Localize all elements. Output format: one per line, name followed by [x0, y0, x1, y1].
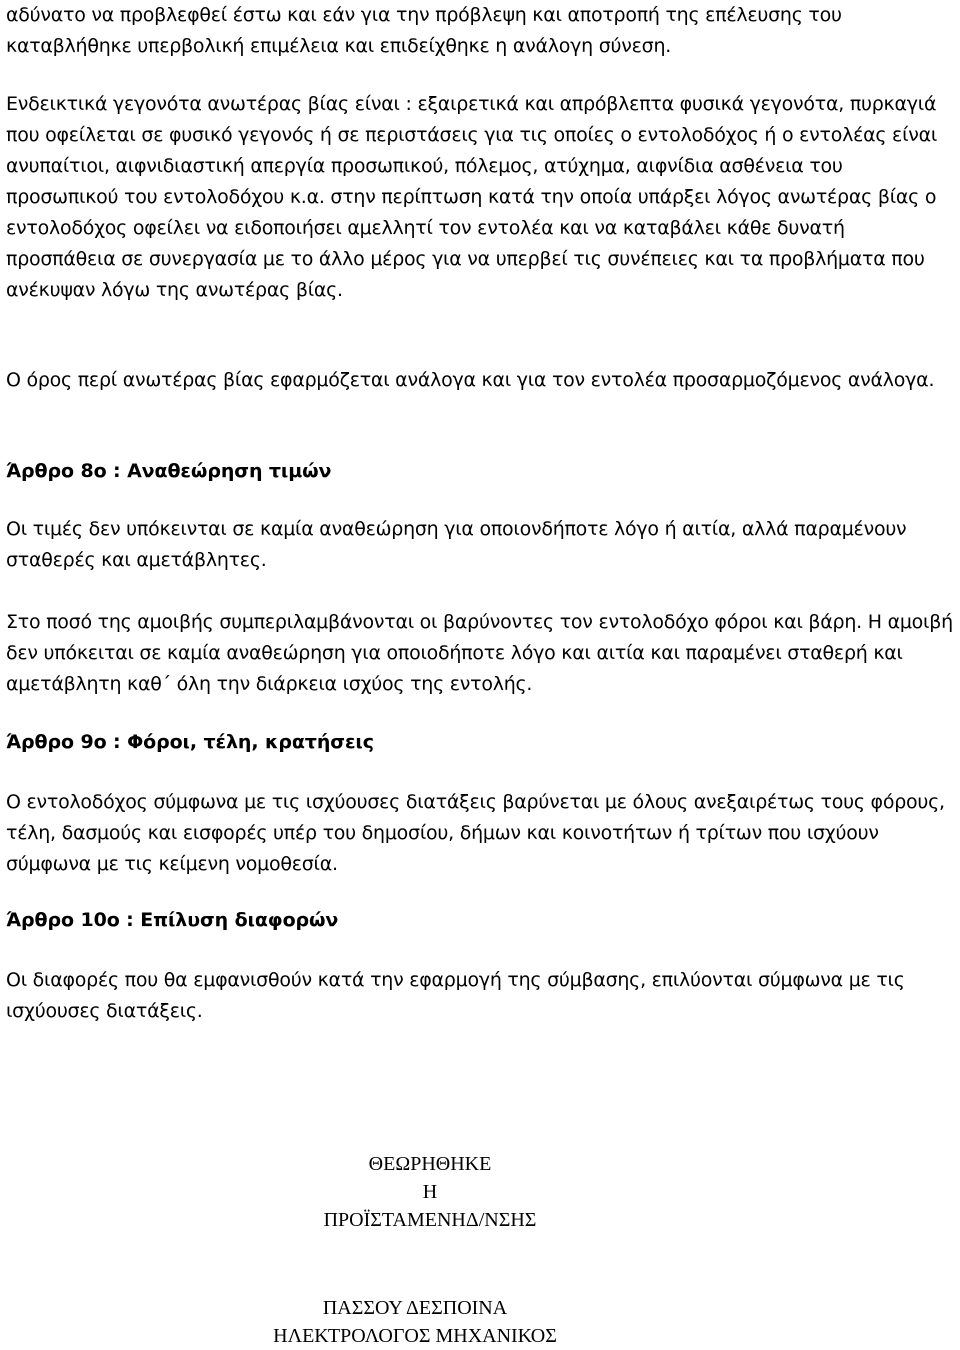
signatory-title: ΗΛΕΚΤΡΟΛΟΓΟΣ ΜΗΧΑΝΙΚΟΣ: [273, 1325, 557, 1347]
paragraph-fee-taxes: Στο ποσό της αμοιβής συμπεριλαμβάνονται οι βαρύνοντες τον εντολοδόχο φόροι και βάρη. Η αμοιβή δεν υπόκειται σε καμία αναθεώρηση για οποιοδήποτε λόγο και αιτία και παραμένει σταθερή και αμετάβλητη καθ΄ όλη την διάρκεια ισχύος της εντολής.: [6, 611, 953, 695]
paragraph-force-majeure-examples: Ενδεικτικά γεγονότα ανωτέρας βίας είναι : εξαιρετικά και απρόβλεπτα φυσικά γεγονότα, πυρκαγιά που οφείλεται σε φυσικό γεγονός ή σε περιστάσεις για τις οποίες ο εντολοδόχος ή ο εντολέας είναι ανυπαίτιοι, αιφνιδιαστική απεργία προσωπικού, πόλεμος, ατύχημα, αιφνίδια ασθένεια του προσωπικού του εντολοδόχου κ.α. στην περίπτωση κατά την οποία υπάρξει λόγος ανωτέρας βίας ο εντολοδόχος οφείλει να ειδοποιήσει αμελλητί τον εντολέα και να καταβάλει κάθε δυνατή προσπάθεια σε συνεργασία με το άλλο μέρος για να υπερβεί τις συνέπειες και τα προβλήματα που ανέκυψαν λόγω της ανωτέρας βίας.: [6, 93, 938, 301]
paragraph-taxes-duties: Ο εντολοδόχος σύμφωνα με τις ισχύουσες διατάξεις βαρύνεται με όλους ανεξαιρέτως τους φόρους, τέλη, δασμούς και εισφορές υπέρ του δημοσίου, δήμων και κοινοτήτων ή τρίτων που ισχύουν σύμφωνα με τις κείμενη νομοθεσία.: [6, 791, 945, 875]
heading-article-10: Άρθρο 10ο : Επίλυση διαφορών: [6, 909, 339, 931]
paragraph-force-majeure-client: Ο όρος περί ανωτέρας βίας εφαρμόζεται ανάλογα και για τον εντολέα προσαρμοζόμενος ανάλογα.: [6, 369, 935, 391]
heading-article-9: Άρθρο 9ο : Φόροι, τέλη, κρατήσεις: [6, 731, 374, 753]
paragraph-force-majeure-continuation: αδύνατο να προβλεφθεί έστω και εάν για την πρόβλεψη και αποτροπή της επέλευσης του καταβλήθηκε υπερβολική επιμέλεια και επιδείχθηκε η ανάλογη σύνεση.: [6, 4, 842, 57]
signatory-block: [255, 1294, 575, 1350]
paragraph-prices-fixed: Οι τιμές δεν υπόκεινται σε καμία αναθεώρηση για οποιονδήποτε λόγο ή αιτία, αλλά παραμένουν σταθερές και αμετάβλητες.: [6, 518, 907, 571]
approval-line-director: ΠΡΟΪΣΤΑΜΕΝΗΔ/ΝΣΗΣ: [323, 1209, 537, 1231]
signatory-name: ΠΑΣΣΟΥ ΔΕΣΠΟΙΝΑ: [322, 1297, 508, 1319]
paragraph-dispute-resolution: Οι διαφορές που θα εμφανισθούν κατά την εφαρμογή της σύμβασης, επιλύονται σύμφωνα με τις ισχύουσες διατάξεις.: [6, 969, 905, 1022]
approval-line-approved: ΘΕΩΡΗΘΗΚΕ: [368, 1153, 492, 1175]
approval-line-the: Η: [422, 1181, 438, 1203]
approval-block: [300, 1150, 560, 1234]
heading-article-8: Άρθρο 8ο : Αναθεώρηση τιμών: [6, 460, 332, 482]
